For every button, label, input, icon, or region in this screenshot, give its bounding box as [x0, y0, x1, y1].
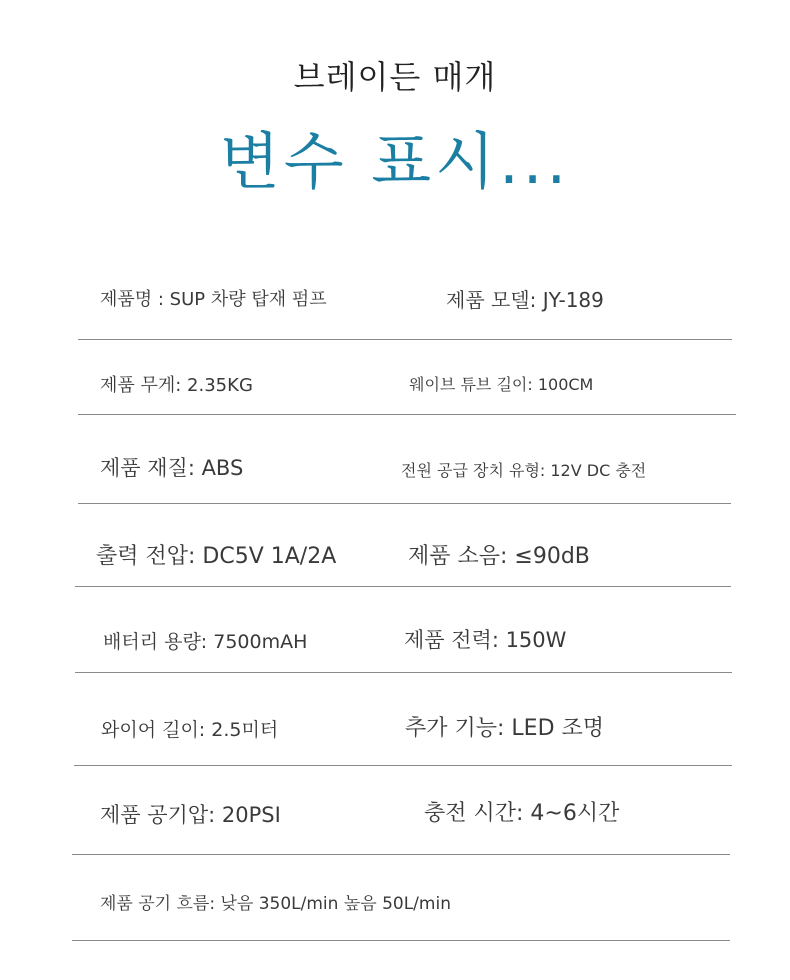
spec-battery: 배터리 용량: 7500mAH [103, 631, 308, 653]
divider [75, 586, 731, 587]
spec-charge-time: 충전 시간: 4~6시간 [424, 801, 620, 826]
spec-air-pressure: 제품 공기압: 20PSI [100, 803, 281, 827]
spec-power: 제품 전력: 150W [404, 628, 567, 652]
spec-noise: 제품 소음: ≤90dB [408, 544, 590, 569]
spec-product-name: 제품명 : SUP 차량 탑재 펌프 [100, 289, 327, 310]
spec-product-weight: 제품 무게: 2.35KG [100, 375, 253, 396]
page-title: 변수 표시... [219, 125, 571, 198]
divider [72, 940, 730, 941]
divider [78, 339, 732, 340]
spec-extra-feature: 추가 기능: LED 조명 [405, 716, 605, 741]
spec-output-voltage: 출력 전압: DC5V 1A/2A [96, 544, 337, 569]
spec-air-flow: 제품 공기 흐름: 낮음 350L/min 높음 50L/min [100, 894, 451, 914]
spec-product-model: 제품 모델: JY-189 [446, 288, 604, 312]
spec-material: 제품 재질: ABS [100, 456, 244, 480]
spec-wire-length: 와이어 길이: 2.5미터 [101, 719, 279, 741]
divider [74, 765, 732, 766]
spec-power-supply: 전원 공급 장치 유형: 12V DC 충전 [401, 461, 647, 480]
divider [72, 854, 730, 855]
subtitle: 브레이든 매개 [293, 58, 497, 96]
divider [75, 672, 732, 673]
divider [78, 414, 736, 415]
spec-tube-length: 웨이브 튜브 길이: 100CM [409, 375, 594, 394]
divider [78, 503, 731, 504]
